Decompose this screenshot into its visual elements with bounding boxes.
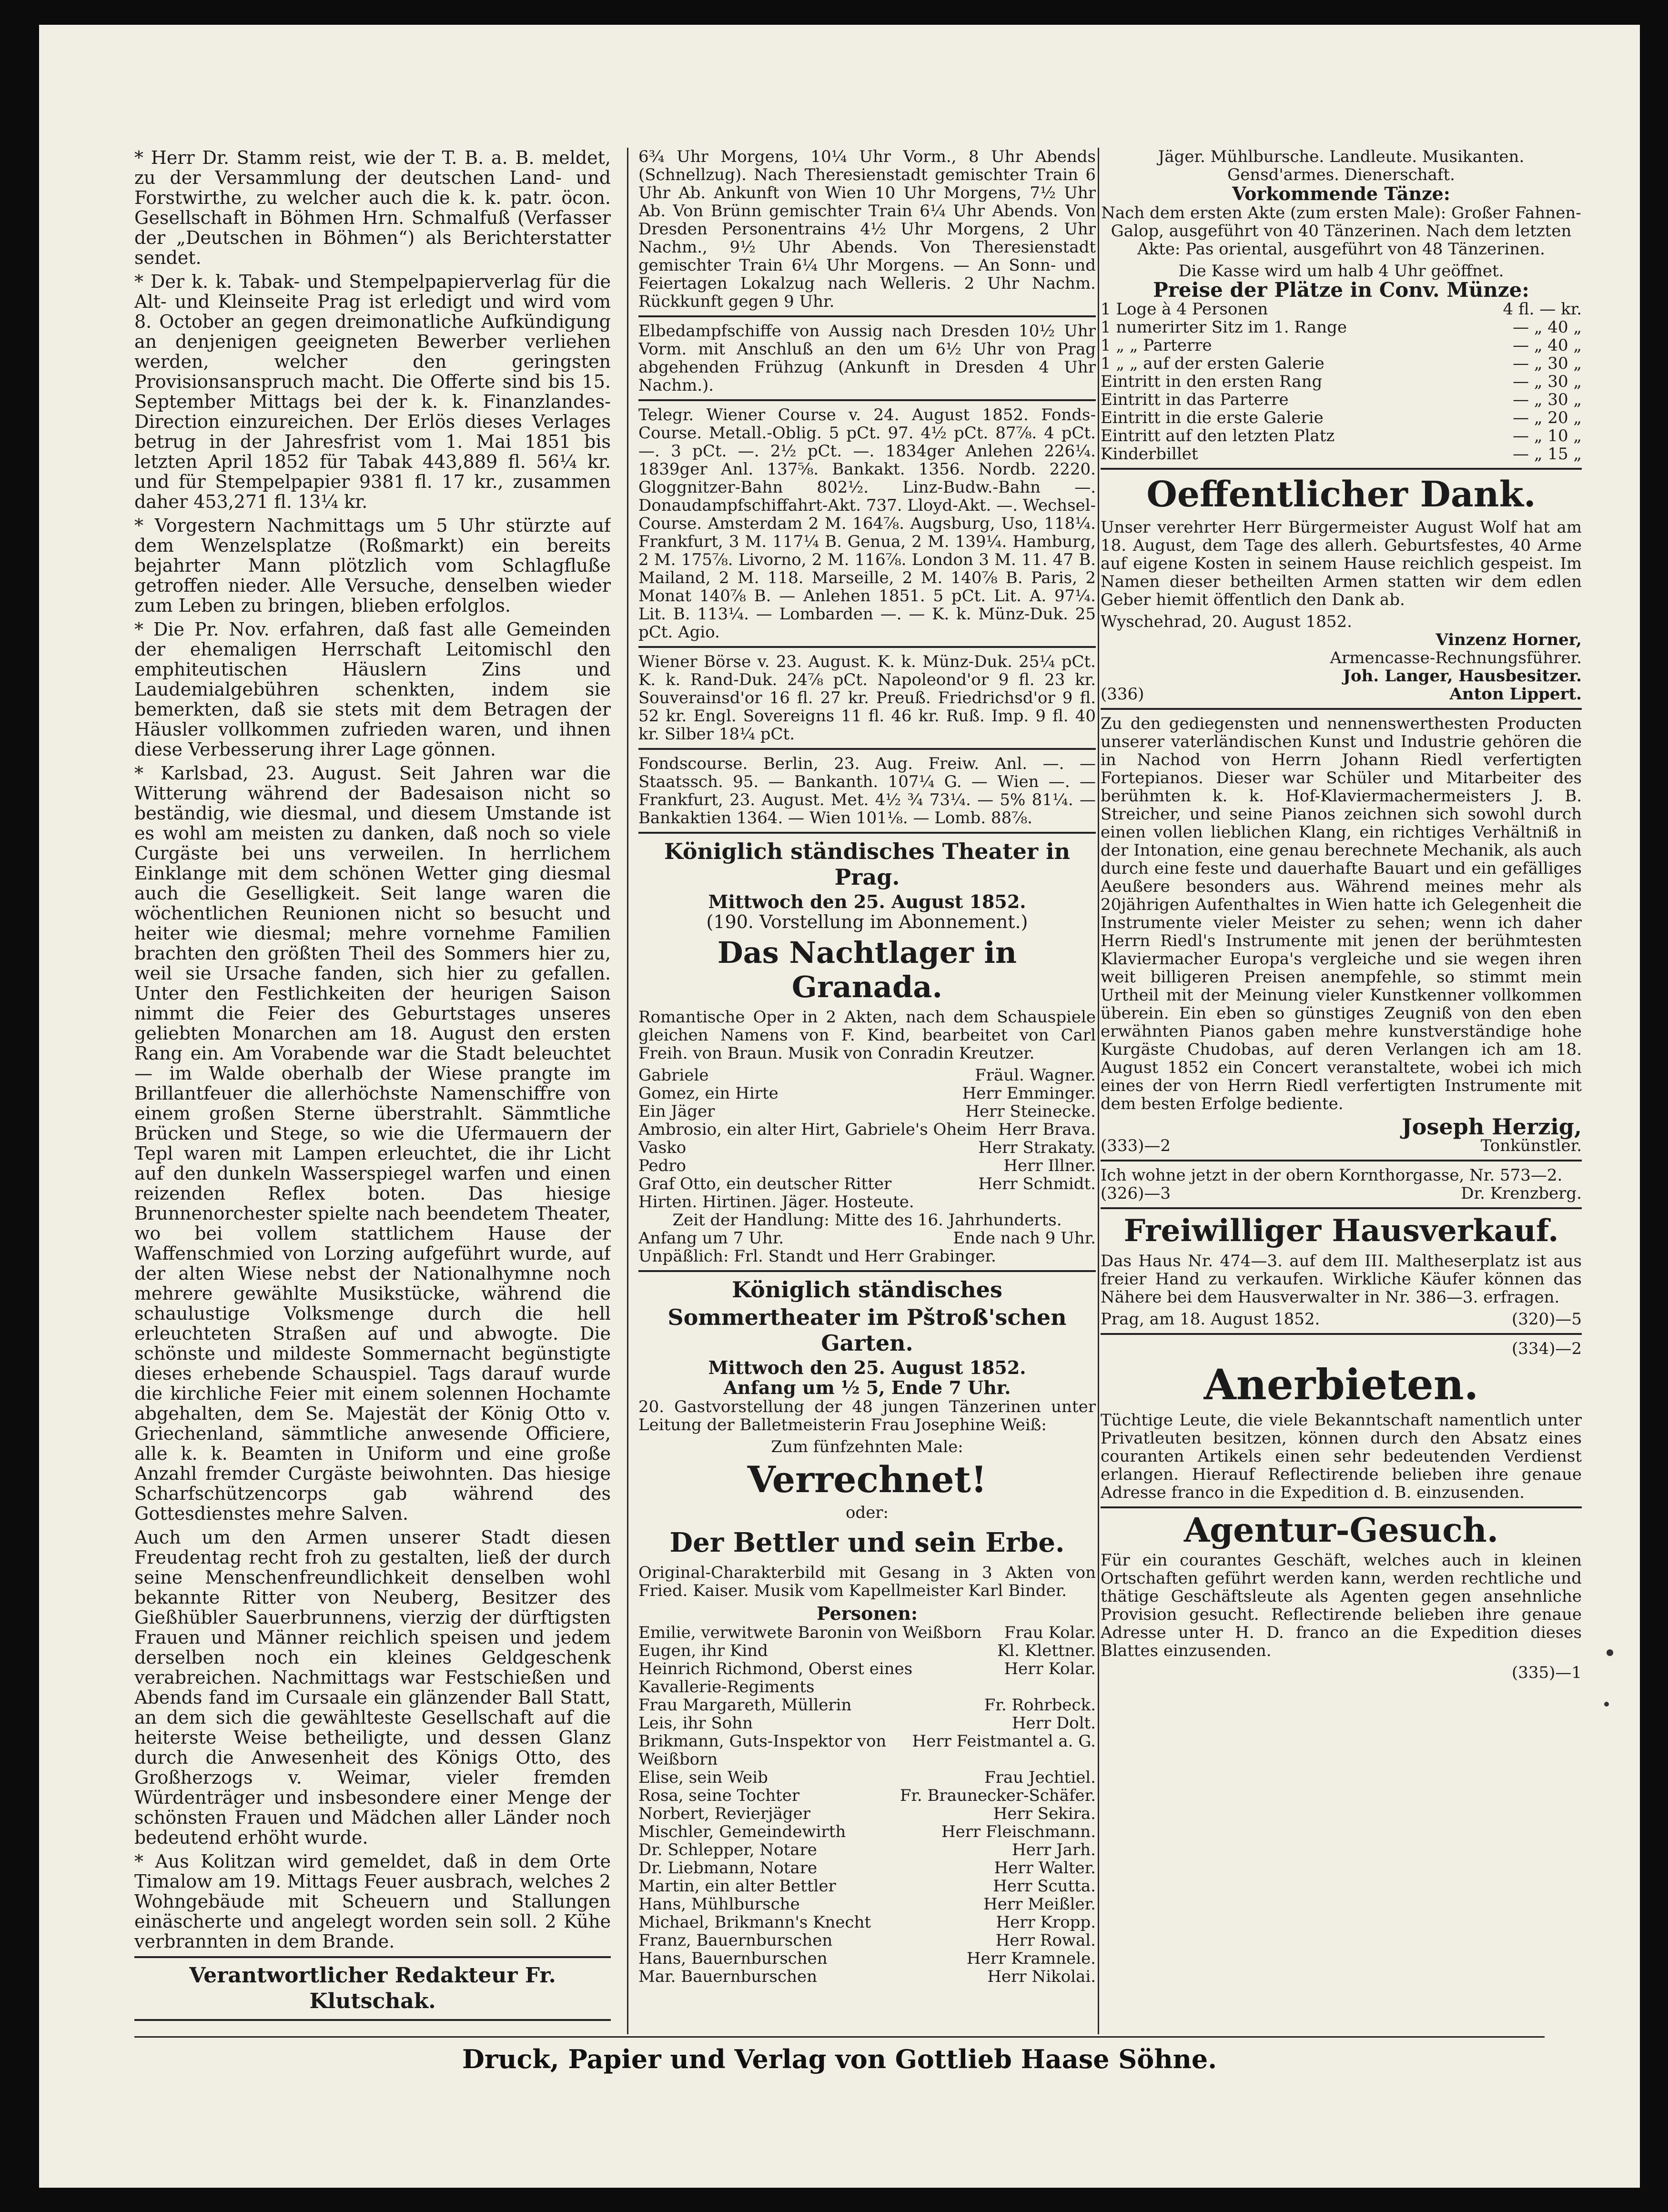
news-item: * Herr Dr. Stamm reist, wie der T. B. a. B. meldet, zu der Versammlung der deutschen Land- und Forstwirthe, zu welcher auch die k. k. patr. öcon. Gesellschaft in Böhmen Hrn. Schmalfuß (Verfasser der „Deutschen in Böhmen“) als Berichterstatter sendet. [134, 148, 611, 268]
ink-spot [1604, 1702, 1609, 1707]
house-sale-text: Das Haus Nr. 474—3. auf dem III. Maltheserplatz ist aus freier Hand zu verkaufen. Wirkliche Käufer können das Nähere bei dem Hausverwalter in Nr. 386—3. erfragen. [1101, 1252, 1582, 1307]
news-item: * Vorgestern Nachmittags um 5 Uhr stürzte auf dem Wenzelsplatze (Roßmarkt) ein bereits bejahrter Mann plötzlich vom Schlagfluße getroffen nieder. Alle Versuche, denselben wieder zum Leben zu bringen, blieben erfolglos. [134, 515, 611, 616]
dances-head: Vorkommende Tänze: [1232, 183, 1450, 204]
cast-row: Pedro Herr Illner. [638, 1156, 1096, 1175]
exchange-boerse: Wiener Börse v. 23. August. K. k. Münz-Duk. 25¼ pCt. K. k. Rand-Duk. 24⅞ pCt. Napoleond'or 9 fl. 23 kr. Souverainsd'or 16 fl. 27 kr. Preuß. Friedrichsd'or 9 fl. 52 kr. Engl. Sovereigns 11 fl. 46 kr. Ruß. Imp. 9 fl. 40 kr. Silber 18¼ pCt. [638, 652, 1096, 744]
theater-date: Mittwoch den 25. August 1852. [708, 1357, 1026, 1378]
divider [638, 646, 1096, 648]
thanks-signer: Joh. Langer, Hausbesitzer. [1343, 667, 1582, 686]
theater-time: Anfang um ½ 5, Ende 7 Uhr. [723, 1377, 1011, 1398]
column-middle [638, 148, 1096, 2034]
cast-row: Hans, Mühlbursche Herr Meißler. [638, 1895, 1096, 1914]
offer-number: (334)—2 [1511, 1339, 1582, 1358]
oder-line: oder: [845, 1503, 889, 1522]
play-title: Verrechnet! [747, 1458, 987, 1501]
news-item: Auch um den Armen unserer Stadt diesen Freudentag recht froh zu gestalten, ließ der durch seine Menschenfreundlichkeit denselben wohl bekannte Ritter von Neuberg, Besitzer des Gießhübler Sauerbrunnens, vierzig der dürftigsten Frauen und Männer reichlich speisen und jedem derselben noch ein kleines Geldgeschenk verabreichen. Nachmittags war Festschießen und Abends fand im Cursaale ein glänzender Ball Statt, an dem sich die gewählteste Gesellschaft auf die heiterste Weise betheiligte, und dessen Glanz durch die Anwesenheit des Königs Otto, des Großherzogs v. Weimar, vieler fremden Würdenträger und insbesondere einer Menge der schönsten Frauen und Mädchen aller Länder noch bedeutend erhöht wurde. [134, 1527, 611, 1848]
agency-text: Für ein courantes Geschäft, welches auch in kleinen Ortschaften geführt werden kann, werden rechtliche und thätige Geschäftsleute als Agenten gegen ansehnliche Provision gesucht. Reflectirende belieben ihre genaue Adresse unter H. D. franco an die Expedition dieses Blattes einzusenden. [1101, 1551, 1582, 1660]
piano-footer: (333)—2 Tonkünstler. [1101, 1136, 1582, 1155]
newspaper-page [39, 25, 1640, 2188]
start-end: Anfang um 7 Uhr. Ende nach 9 Uhr. [638, 1229, 1096, 1248]
cast-row: Ein Jäger Herr Steinecke. [638, 1102, 1096, 1121]
offer-title: Anerbieten. [1203, 1360, 1479, 1409]
price-row: 1 Loge à 4 Personen 4 fl. — kr. [1101, 300, 1582, 319]
house-sale-title: Freiwilliger Hausverkauf. [1123, 1213, 1559, 1249]
column-rule [1098, 148, 1099, 2034]
column-rule [627, 148, 628, 2034]
cast-row: Franz, Bauernburschen Herr Rowal. [638, 1931, 1096, 1950]
intro-line: Zum fünfzehnten Male: [771, 1437, 963, 1456]
house-sale-footer: Prag, am 18. August 1852. (320)—5 [1101, 1310, 1582, 1329]
cast-row: Hans, Bauernburschen Herr Kramnele. [638, 1949, 1096, 1968]
theater-note: 20. Gastvorstellung der 48 jungen Tänzerinen unter Leitung der Balletmeisterin Frau Josephine Weiß: [638, 1397, 1096, 1434]
theater-head-2: Sommertheater im Pštroß'schen Garten. [667, 1304, 1067, 1356]
divider [1101, 1207, 1582, 1209]
footer-rule [134, 2036, 1545, 2038]
persons-head: Personen: [817, 1603, 918, 1624]
cast-row: Rosa, seine Tochter Fr. Braunecker-Schäfer. [638, 1786, 1096, 1805]
theater-date: Mittwoch den 25. August 1852. [708, 891, 1026, 912]
cast-extras: Jäger. Mühlbursche. Landleute. Musikanten. Gensd'armes. Dienerschaft. [1158, 148, 1525, 184]
offer-text: Tüchtige Leute, die viele Bekanntschaft namentlich unter Privatleuten besitzen, können durch den Absatz eines couranten Artikels einen sehr bedeutenden Verdienst erlangen. Hierauf Reflectirende belieben ihre genaue Adresse franco in die Expedition d. B. einzusenden. [1101, 1411, 1582, 1502]
theater-head: Königlich ständisches [732, 1277, 1002, 1303]
agency-number: (335)—1 [1511, 1663, 1582, 1682]
thanks-footer: (336) Anton Lippert. [1101, 685, 1582, 704]
cast-row: Eugen, ihr Kind Kl. Klettner. [638, 1641, 1096, 1660]
prices-head: Preise der Plätze in Conv. Münze: [1153, 278, 1529, 302]
news-item: * Karlsbad, 23. August. Seit Jahren war die Witterung während der Badesaison nicht so beständig, wie diesmal, und diesem Umstande ist es wohl am meisten zu danken, daß noch so viele Curgäste bei uns verweilen. In herrlichem Einklange mit dem schönen Wetter ging diesmal auch die Geselligkeit. Seit lange waren die wöchentlichen Reunionen nicht so besucht und heiter wie diesmal; mehre vornehme Familien brachten den größten Theil des Sommers hier zu, weil sie Ursache fanden, sich hier zu gefallen. Unter den Festlichkeiten der heurigen Saison nimmt die Feier des Geburtstages unseres geliebten Monarchen am 18. August den ersten Rang ein. Am Vorabende war die Stadt beleuchtet — im Walde oberhalb der Wiese prangte im Brillantfeuer die allerhöchste Namenschiffre von einem großen Sterne überstrahlt. Sämmtliche Brücken und Stege, so wie die Ufermauern der Tepl waren mit Lampen erleuchtet, die ihr Licht auf den dunkeln Wasserspiegel warfen und einen reizenden Reflex boten. Das hiesige Brunnenorchester spielte nach beendetem Theater, wo bei vollem stattlichem Hause der Waffenschmied von Lorzing aufgeführt wurde, auf der alten Wiese nebst der Nationalhymne noch mehrere gewählte Musikstücke, während die schaulustige Volksmenge durch die hell erleuchteten Straßen auf und abwogte. Die schönste und mildeste Sommernacht begünstigte dieses erhebende Schauspiel. Tags darauf wurde die kirchliche Feier mit einem solennen Hochamte abgehalten, dem Se. Majestät der König Otto v. Griechenland, sämmtliche anwesende Officiere, alle k. k. Beamten in Uniform und eine große Anzahl fremder Curgäste beiwohnten. Das hiesige Scharfschützencorps gab während des Gottesdienstes mehre Salven. [134, 763, 611, 1524]
thanks-signer: Vinzenz Horner, [1435, 630, 1582, 649]
play-subtitle: Original-Charakterbild mit Gesang in 3 Akten von Fried. Kaiser. Musik vom Kapellmeister Karl Binder. [638, 1563, 1096, 1600]
news-item: * Die Pr. Nov. erfahren, daß fast alle Gemeinden der ehemaligen Herrschaft Leitomischl den emphiteutischen Häuslern Zins und Laudemialgebühren schenkten, indem sie bemerkten, daß sie stets mit dem Betragen der Häusler vollkommen zufrieden waren, und ihnen diese Verbesserung ihrer Lage gönnen. [134, 619, 611, 760]
divider [638, 1270, 1096, 1272]
price-row: Eintritt in den ersten Rang — „ 30 „ [1101, 372, 1582, 391]
thanks-place: Wyschehrad, 20. August 1852. [1101, 612, 1352, 631]
dances-text: Nach dem ersten Akte (zum ersten Male): Großer Fahnen-Galop, ausgeführt von 40 Tänzerinen. Nach dem letzten Akte: Pas oriental, ausgeführt von 48 Tänzerinen. [1101, 203, 1581, 259]
editor-line: Verantwortlicher Redakteur Fr. Klutschak. [189, 1963, 556, 2013]
cast-row: Graf Otto, ein deutscher Ritter Herr Schmidt. [638, 1174, 1096, 1193]
divider [1101, 1333, 1582, 1335]
summer-theater-ad [638, 1277, 1096, 1986]
opera-subtitle: Romantische Oper in 2 Akten, nach dem Schauspiele gleichen Namens von F. Kind, bearbeitet von Carl Freih. von Braun. Musik von Conradin Kreutzer. [638, 1008, 1096, 1063]
price-row: Eintritt in die erste Galerie — „ 20 „ [1101, 408, 1582, 427]
theater-note: (190. Vorstellung im Abonnement.) [706, 911, 1028, 932]
price-row: Eintritt in das Parterre — „ 30 „ [1101, 390, 1582, 409]
price-row: 1 „ „ auf der ersten Galerie — „ 30 „ [1101, 354, 1582, 373]
divider [638, 315, 1096, 317]
divider [638, 748, 1096, 750]
address-footer: (326)—3 Dr. Krenzberg. [1101, 1184, 1582, 1203]
divider [134, 2019, 611, 2021]
cast-row: Frau Margareth, Müllerin Fr. Rohrbeck. [638, 1696, 1096, 1715]
ill-note: Unpäßlich: Frl. Standt und Herr Grabinger. [638, 1247, 996, 1266]
news-item: * Aus Kolitzan wird gemeldet, daß in dem Orte Timalow am 19. Mittags Feuer ausbrach, welches 2 Wohngebäude mit Scheuern und Stallungen einäscherte und angelegt worden sein soll. 2 Kühe verbrannten in dem Brande. [134, 1851, 611, 1952]
cast-row: Martin, ein alter Bettler Herr Scutta. [638, 1877, 1096, 1896]
railway-schedule: 6¾ Uhr Morgens, 10¼ Uhr Vorm., 8 Uhr Abends (Schnellzug). Nach Theresienstadt gemischter Train 6 Uhr Ab. Ankunft von Wien 10 Uhr Morgens, 7½ Uhr Ab. Von Brünn gemischter Train 6¼ Uhr Abends. Von Dresden Personentrains 4½ Uhr Morgens, 2 Uhr Nachm., 9½ Uhr Abends. Von Theresienstadt gemischter Train 6¼ Uhr Morgens. — An Sonn- und Feiertagen Lokalzug nach Welleris. 2 Uhr Nachm. Rückkunft gegen 9 Uhr. [638, 148, 1096, 311]
divider [638, 832, 1096, 834]
ink-spot [1607, 1649, 1613, 1656]
thanks-text: Unser verehrter Herr Bürgermeister August Wolf hat am 18. August, dem Tage des allerh. Geburtsfestes, 40 Arme auf eigene Kosten in seinem Hause reichlich gespeist. Im Namen dieser betheilten Armen statten wir dem edlen Geber hiemit öffentlich den Dank ab. [1101, 518, 1582, 609]
price-row: Eintritt auf den letzten Platz — „ 10 „ [1101, 426, 1582, 445]
cast-extras: Hirten. Hirtinen. Jäger. Hosteute. [638, 1192, 914, 1212]
cast-row: Ambrosio, ein alter Hirt, Gabriele's Oheim Herr Brava. [638, 1120, 1096, 1139]
theater-ad [638, 838, 1096, 1265]
address-notice: Ich wohne jetzt in der obern Kornthorgasse, Nr. 573—2. [1101, 1166, 1563, 1185]
divider [134, 1956, 611, 1958]
price-row: 1 numerirter Sitz im 1. Range — „ 40 „ [1101, 318, 1582, 337]
cast-row: Vasko Herr Strakaty. [638, 1138, 1096, 1157]
thanks-title: Oeffentlicher Dank. [1146, 474, 1536, 515]
opera-time: Zeit der Handlung: Mitte des 16. Jahrhunderts. [672, 1211, 1062, 1230]
agency-title: Agentur-Gesuch. [1183, 1510, 1499, 1550]
steamer-schedule: Elbedampfschiffe von Aussig nach Dresden 10½ Uhr Vorm. mit Anschluß an den um 6½ Uhr von Prag abgehenden Frühzug (Ankunft in Dresden 4 Uhr Nachm.). [638, 322, 1096, 395]
opera-title: Das Nachtlager in Granada. [717, 935, 1017, 1004]
column-right [1101, 148, 1582, 2034]
imprint-footer: Druck, Papier und Verlag von Gottlieb Haase Söhne. [462, 2044, 1217, 2074]
cast-row: Mar. Bauernburschen Herr Nikolai. [638, 1967, 1096, 1986]
column-left [134, 148, 611, 2025]
cast-row: Gabriele Fräul. Wagner. [638, 1066, 1096, 1085]
cast-row: Brikmann, Guts-Inspektor von Weißborn Herr Feistmantel a. G. [638, 1732, 1096, 1769]
exchange-vienna: Telegr. Wiener Course v. 24. August 1852. Fonds-Course. Metall.-Oblig. 5 pCt. 97. 4½ pCt. 87⅞. 4 pCt. —. 3 pCt. —. 2½ pCt. —. 1834ger Anlehen 226¼. 1839ger Anl. 137⅝. Bankakt. 1356. Nordb. 2220. Gloggnitzer-Bahn 802½. Linz-Budw.-Bahn —. Donaudampfschiffahrt-Akt. 737. Lloyd-Akt. —. Wechsel-Course. Amsterdam 2 M. 164⅞. Augsburg, Uso, 118¼. Frankfurt, 3 M. 117¼ B. Genua, 2 M. 139¼. Hamburg, 2 M. 175⅞. Livorno, 2 M. 116⅞. London 3 M. 11. 47 B. Mailand, 2 M. 118. Marseille, 2 M. 140⅞ B. Paris, 2 Monat 140⅞ B. — Anlehen 1851. 5 pCt. Lit. A. 97¼. Lit. B. 113¼. — Lombarden —. — K. k. Münz-Duk. 25 pCt. Agio. [638, 405, 1096, 642]
thanks-signer-role: Armencasse-Rechnungsführer. [1330, 648, 1582, 667]
price-row: Kinderbillet — „ 15 „ [1101, 444, 1582, 464]
cast-row: Elise, sein Weib Frau Jechtiel. [638, 1768, 1096, 1787]
cast-row: Dr. Schlepper, Notare Herr Jarh. [638, 1840, 1096, 1859]
theater-head: Königlich ständisches Theater in Prag. [664, 838, 1071, 890]
divider [1101, 1506, 1582, 1508]
divider [638, 399, 1096, 401]
cast-row: Dr. Liebmann, Notare Herr Walter. [638, 1858, 1096, 1878]
news-item: * Der k. k. Tabak- und Stempelpapierverlag für die Alt- und Kleinseite Prag ist erledigt und wird vom 8. October an gegen dreimonatliche Aufkündigung an denjenigen geeigneten Bewerber verliehen werden, welcher den geringsten Provisionsanspruch macht. Die Offerte sind bis 15. September Mittags bei der k. k. Finanzlandes-Direction einzureichen. Der Erlös dieses Verlages betrug in der Jahresfrist vom 1. Mai 1851 bis letzten April 1852 für Tabak 443,889 fl. 56¼ kr. und für Stempelpapier 9381 fl. 17 kr., zusammen daher 453,271 fl. 13¼ kr. [134, 271, 611, 512]
cast-row: Heinrich Richmond, Oberst eines Kavallerie-Regiments Herr Kolar. [638, 1659, 1096, 1697]
piano-signer: Joseph Herzig, [1402, 1114, 1582, 1140]
cast-row: Emilie, verwitwete Baronin von Weißborn Frau Kolar. [638, 1623, 1096, 1642]
divider [1101, 1160, 1582, 1162]
cast-row: Gomez, ein Hirte Herr Emminger. [638, 1084, 1096, 1103]
cast-row: Leis, ihr Sohn Herr Dolt. [638, 1714, 1096, 1733]
price-row: 1 „ „ Parterre — „ 40 „ [1101, 336, 1582, 355]
cast-row: Michael, Brikmann's Knecht Herr Kropp. [638, 1913, 1096, 1932]
divider [1101, 468, 1582, 470]
exchange-fonds: Fondscourse. Berlin, 23. Aug. Freiw. Anl. —. — Staatssch. 95. — Bankanth. 107¼ G. — Wien —. — Frankfurt, 23. August. Met. 4½ ¾ 73¼. — 5% 81¼. — Bankaktien 1364. — Wien 101⅛. — Lomb. 88⅞. [638, 754, 1096, 828]
divider [1101, 708, 1582, 710]
cast-row: Mischler, Gemeindewirth Herr Fleischmann. [638, 1822, 1096, 1841]
play-title-2: Der Bettler und sein Erbe. [669, 1527, 1065, 1558]
piano-text: Zu den gediegensten und nennenswerthesten Producten unserer vaterländischen Kunst und Industrie gehören die in Nachod von Herrn Johann Riedl verfertigten Fortepianos. Dieser war Schüler und Mitarbeiter des berühmten k. k. Hof-Klaviermachermeisters J. B. Streicher, und seine Pianos zeichnen sich sowohl durch einen vollen lieblichen Klang, ein richtiges Verhältniß in der Intonation, eine genau berechnete Mechanik, als auch durch eine feste und dauerhafte Bauart und ein gefälliges Aeußere besonders aus. Während meines mehr als 20jährigen Aufenthaltes in Wien hatte ich Gelegenheit die Instrumente vieler Meister zu sehen; wenn ich daher Herrn Riedl's Instrumente mit jenen der berühmtesten Klaviermacher Europa's vergleiche und sie wegen ihren weit billigeren Preisen anempfehle, so stimmt mein Urtheil mit der Meinung vieler Kunstkenner vollkommen überein. Ein eben so günstiges Zeugniß von den eben erwähnten Pianos gaben mehre kunstverständige hohe Kurgäste Chudobas, auf deren Verlangen ich am 18. August 1852 ein Concert veranstaltete, wobei ich mich eines der von Herrn Riedl verfertigten Instrumente mit dem besten Erfolge bediente. [1101, 714, 1582, 1113]
box-office: Die Kasse wird um halb 4 Uhr geöffnet. [1178, 262, 1504, 281]
cast-row: Norbert, Revierjäger Herr Sekira. [638, 1804, 1096, 1823]
